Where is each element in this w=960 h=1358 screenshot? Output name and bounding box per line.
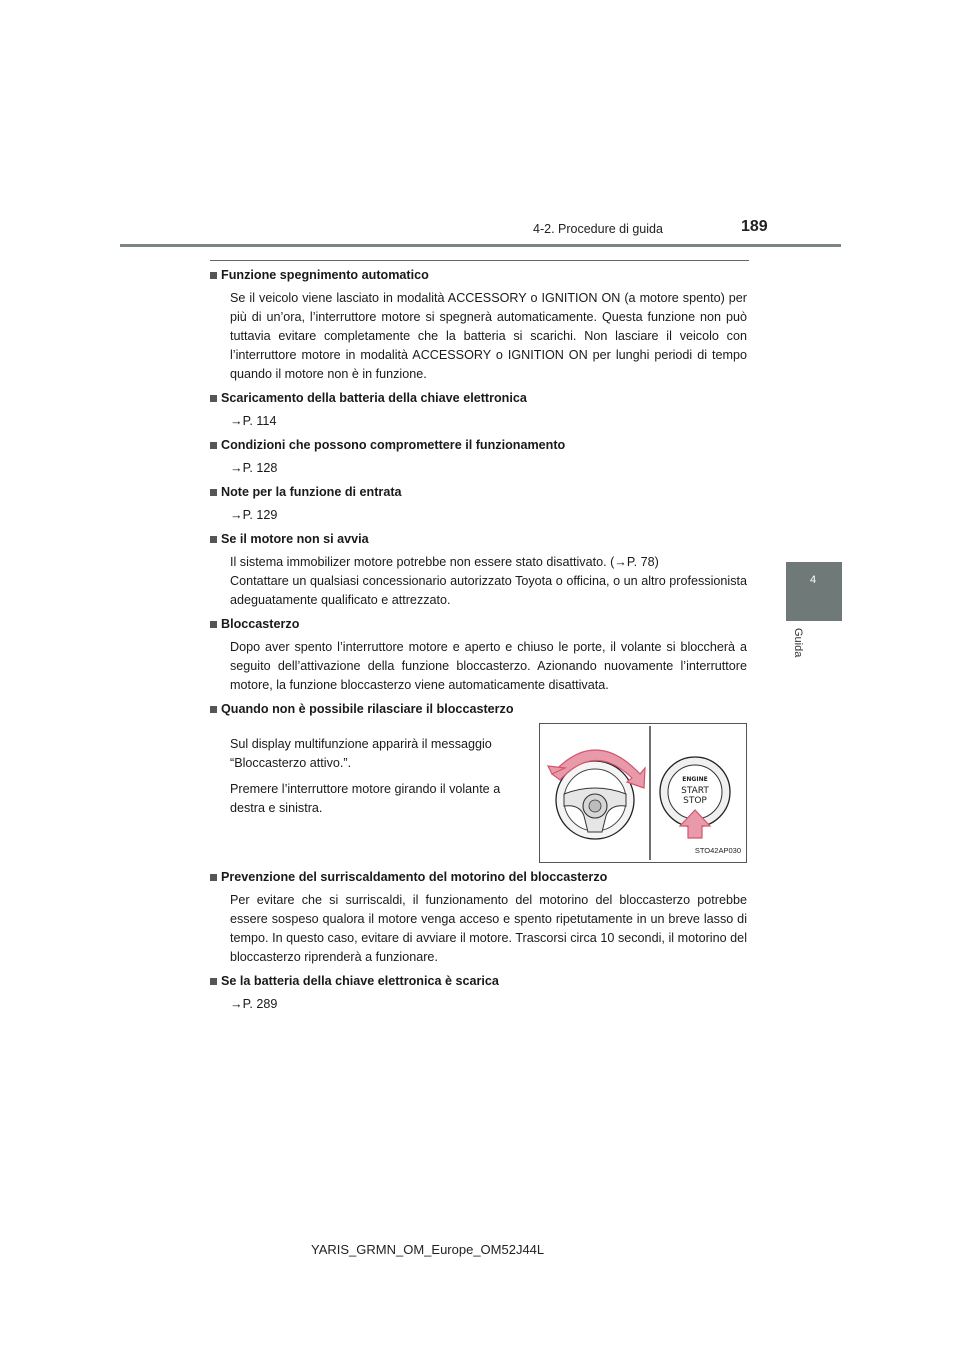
- bullet-square-icon: [210, 706, 217, 713]
- footer-doc-id: YARIS_GRMN_OM_Europe_OM52J44L: [311, 1242, 545, 1257]
- bullet-square-icon: [210, 395, 217, 402]
- section-body: Per evitare che si surriscaldi, il funzionamento del motorino del bloccasterzo potrebbe essere sospeso qualora il motore venga acceso e spento ripetutamente in un breve lasso di tempo. In questo caso, evitare di avviare il motore. Trascorsi circa 10 secondi, il motorino del bloccasterzo riprenderà a funzionare.: [230, 893, 747, 964]
- content-top-rule: [210, 260, 749, 261]
- section-engine-not-starting: [210, 530, 747, 610]
- running-header-section: 4-2. Procedure di guida: [533, 222, 663, 236]
- page-number: 189: [741, 218, 768, 235]
- chapter-number: 4: [810, 574, 817, 586]
- bullet-square-icon: [210, 978, 217, 985]
- section-title: Note per la funzione di entrata: [221, 485, 402, 499]
- bullet-square-icon: [210, 621, 217, 628]
- bullet-square-icon: [210, 272, 217, 279]
- section-title: Quando non è possibile rilasciare il bloccasterzo: [221, 702, 514, 716]
- bullet-square-icon: [210, 489, 217, 496]
- section-body: Il sistema immobilizer motore potrebbe non essere stato disattivato. (→P. 78) Contattare un qualsiasi concessionario autorizzato Toyota o officina, o un altro professionista adeguatamente qualificato e attrezzato.: [230, 555, 747, 607]
- chapter-tab: [786, 562, 842, 621]
- page-reference: →P. 114: [230, 414, 277, 428]
- section-title: Condizioni che possono compromettere il funzionamento: [221, 438, 566, 452]
- chapter-title-vertical: [792, 628, 806, 678]
- section-body: Dopo aver spento l’interruttore motore e aperto e chiuso le porte, il volante si bloccherà a seguito dell’attivazione della funzione bloccasterzo. Azionando nuovamente l’interruttore motore, la funzione bloccasterzo viene automaticamente disattivata.: [230, 640, 747, 692]
- section-steering-lock: [210, 615, 747, 695]
- section-operating-conditions: [210, 436, 747, 478]
- chapter-title: Guida: [792, 628, 804, 658]
- bullet-square-icon: [210, 442, 217, 449]
- figure-paragraph: Sul display multifunzione apparirà il messaggio “Bloccasterzo attivo.”.: [230, 737, 492, 770]
- section-title: Funzione spegnimento automatico: [221, 268, 429, 282]
- bullet-square-icon: [210, 874, 217, 881]
- section-key-battery-depletion: [210, 389, 747, 431]
- section-title: Se la batteria della chiave elettronica è scarica: [221, 974, 499, 988]
- section-lock-motor-overheating: [210, 868, 747, 967]
- button-label-start: START: [681, 786, 709, 796]
- figure-code: STO42AP030: [694, 846, 741, 855]
- figure-paragraph: Premere l’interruttore motore girando il volante a destra e sinistra.: [230, 782, 501, 815]
- page-reference: →P. 129: [230, 508, 278, 522]
- section-title: Prevenzione del surriscaldamento del motorino del bloccasterzo: [221, 870, 608, 884]
- steering-and-start-button-figure: [539, 723, 747, 863]
- bullet-square-icon: [210, 536, 217, 543]
- page-reference: →P. 289: [230, 997, 278, 1011]
- header-rule: [120, 244, 841, 247]
- section-entry-function-notes: [210, 483, 747, 525]
- button-label-stop: STOP: [683, 796, 707, 806]
- section-key-battery-discharged: [210, 972, 747, 1014]
- section-body: Se il veicolo viene lasciato in modalità ACCESSORY o IGNITION ON (a motore spento) per più di un’ora, l’interruttore motore si spegnerà automaticamente. Questa funzione non può tuttavia evitare completamente che la batteria si scarichi. Non lasciare il veicolo con l’interruttore motore in modalità ACCESSORY o IGNITION ON per lunghi periodi di tempo quando il motore non è in funzione.: [230, 291, 747, 381]
- section-steering-lock-release: [210, 700, 747, 863]
- section-auto-power-off: [210, 266, 747, 384]
- section-title: Bloccasterzo: [221, 617, 300, 631]
- page-reference: →P. 128: [230, 461, 278, 475]
- button-label-engine: ENGINE: [682, 776, 708, 783]
- content: [210, 266, 747, 1019]
- section-title: Scaricamento della batteria della chiave elettronica: [221, 391, 527, 405]
- section-title: Se il motore non si avvia: [221, 532, 369, 546]
